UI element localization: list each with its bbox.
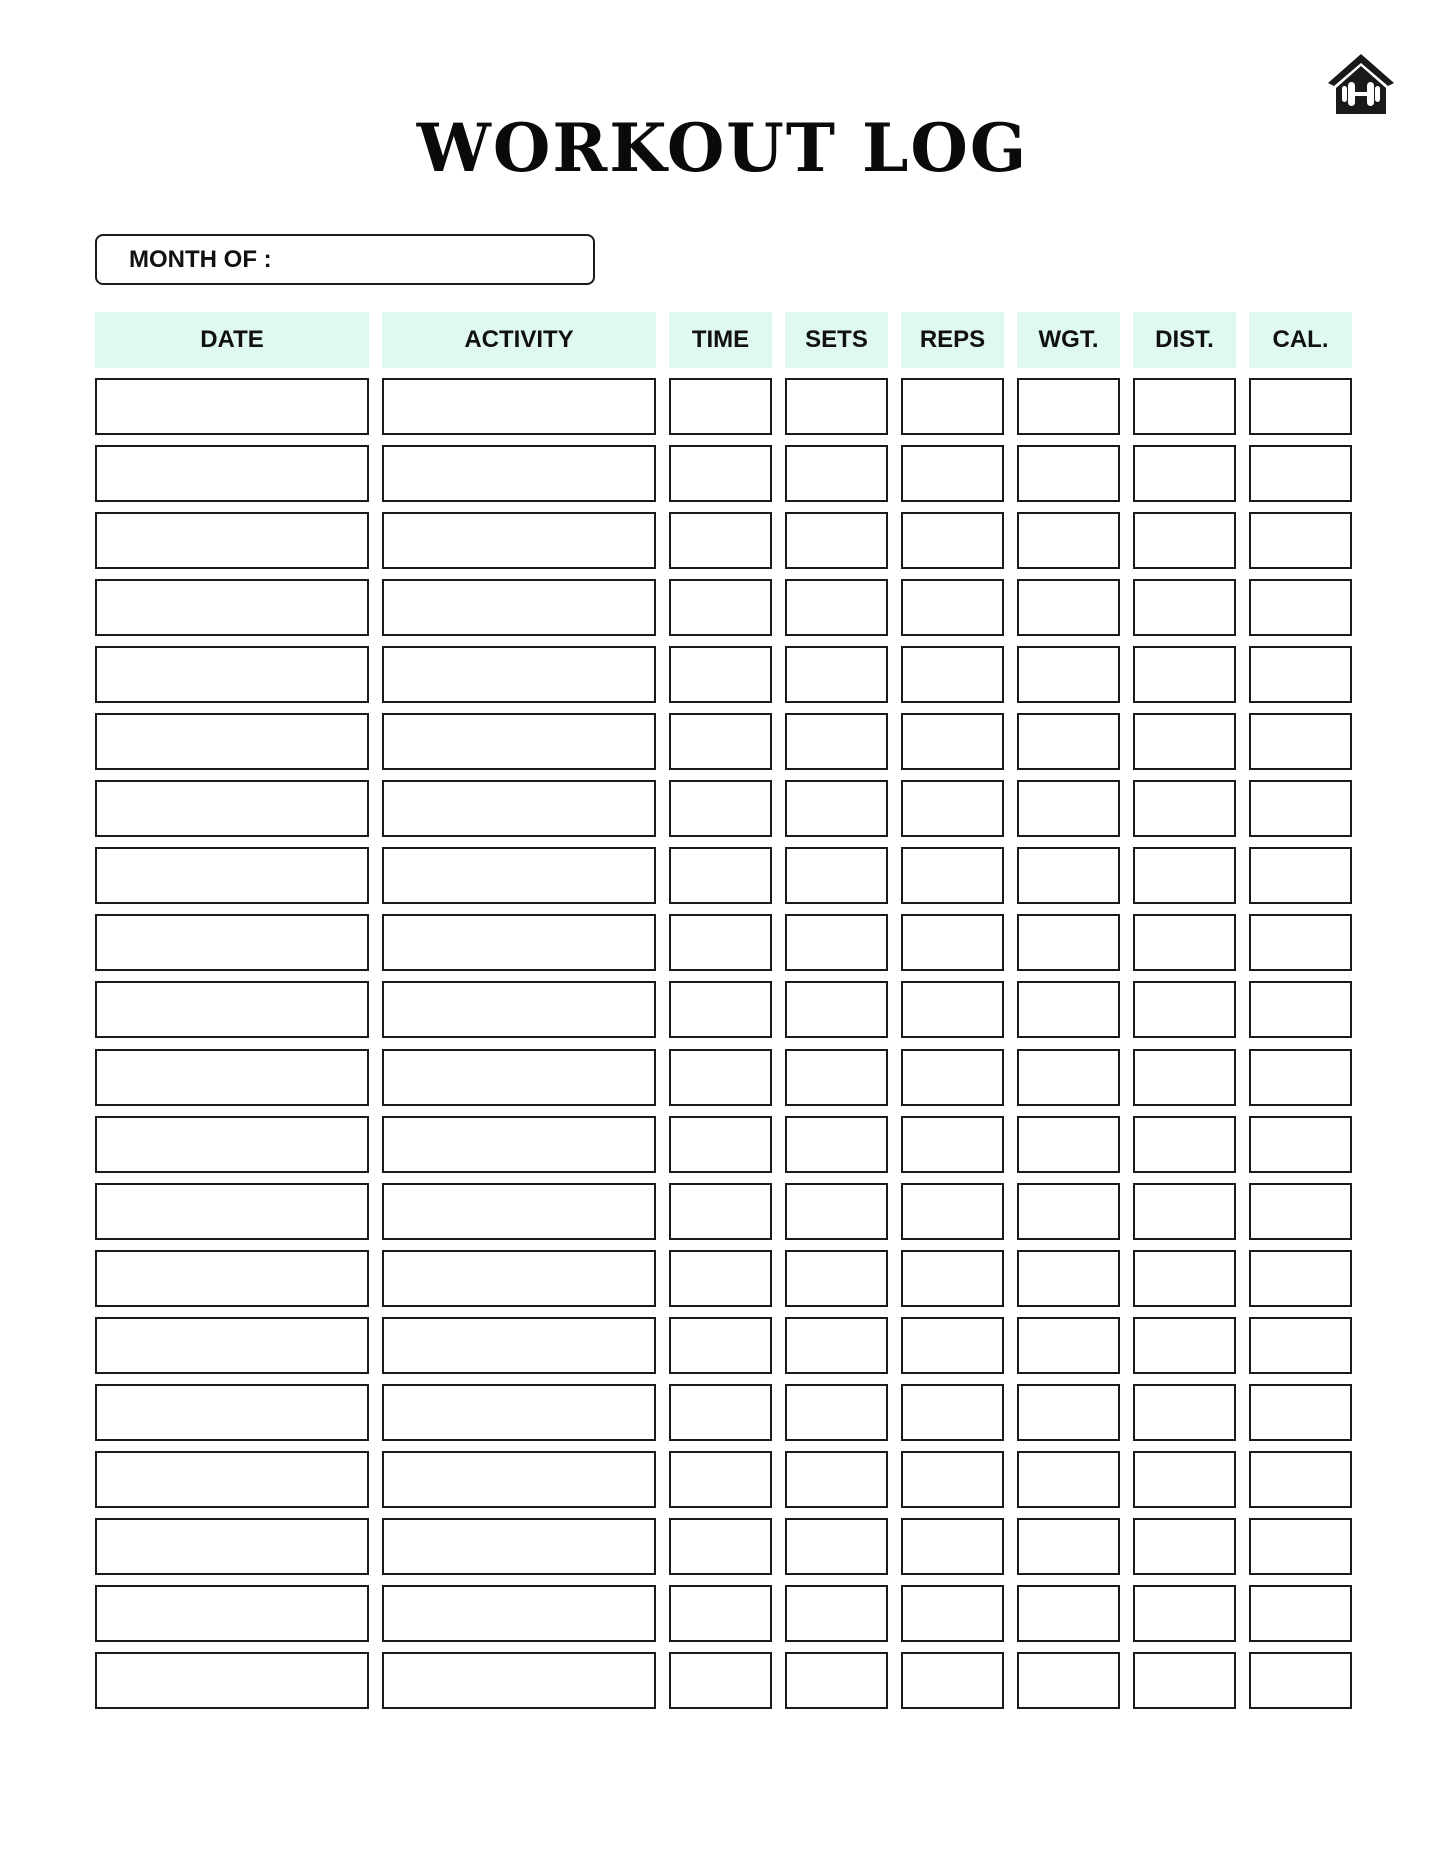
cell-sets[interactable] (785, 1116, 888, 1173)
cell-date[interactable] (95, 1116, 369, 1173)
cell-time[interactable] (669, 914, 772, 971)
cell-calories[interactable] (1249, 512, 1352, 569)
cell-sets[interactable] (785, 378, 888, 435)
cell-activity[interactable] (382, 1116, 656, 1173)
cell-reps[interactable] (901, 579, 1004, 636)
cell-distance[interactable] (1133, 1250, 1236, 1307)
cell-distance[interactable] (1133, 1451, 1236, 1508)
cell-time[interactable] (669, 1518, 772, 1575)
cell-sets[interactable] (785, 1585, 888, 1642)
page-title: WORKOUT LOG (416, 109, 1029, 187)
cell-weight[interactable] (1017, 1585, 1120, 1642)
column-header-time: TIME (669, 312, 772, 368)
cell-sets[interactable] (785, 579, 888, 636)
cell-calories[interactable] (1249, 1518, 1352, 1575)
cell-time[interactable] (669, 512, 772, 569)
cell-date[interactable] (95, 1250, 369, 1307)
cell-sets[interactable] (785, 646, 888, 703)
cell-reps[interactable] (901, 646, 1004, 703)
cell-distance[interactable] (1133, 1116, 1236, 1173)
cell-reps[interactable] (901, 1317, 1004, 1374)
cell-time[interactable] (669, 1250, 772, 1307)
cell-reps[interactable] (901, 1518, 1004, 1575)
cell-date[interactable] (95, 646, 369, 703)
cell-reps[interactable] (901, 1250, 1004, 1307)
cell-activity[interactable] (382, 378, 656, 435)
cell-activity[interactable] (382, 981, 656, 1038)
cell-reps[interactable] (901, 713, 1004, 770)
cell-distance[interactable] (1133, 713, 1236, 770)
cell-activity[interactable] (382, 1250, 656, 1307)
cell-activity[interactable] (382, 1451, 656, 1508)
cell-date[interactable] (95, 713, 369, 770)
cell-date[interactable] (95, 1183, 369, 1240)
column-header-calories: CAL. (1249, 312, 1352, 368)
cell-weight[interactable] (1017, 847, 1120, 904)
cell-time[interactable] (669, 847, 772, 904)
cell-activity[interactable] (382, 1049, 656, 1106)
cell-activity[interactable] (382, 445, 656, 502)
cell-date[interactable] (95, 847, 369, 904)
cell-distance[interactable] (1133, 445, 1236, 502)
cell-sets[interactable] (785, 1183, 888, 1240)
cell-activity[interactable] (382, 579, 656, 636)
cell-reps[interactable] (901, 378, 1004, 435)
cell-time[interactable] (669, 1384, 772, 1441)
month-of-field (95, 234, 595, 285)
cell-weight[interactable] (1017, 1116, 1120, 1173)
cell-calories[interactable] (1249, 1317, 1352, 1374)
cell-activity[interactable] (382, 1317, 656, 1374)
cell-weight[interactable] (1017, 981, 1120, 1038)
cell-distance[interactable] (1133, 1652, 1236, 1709)
cell-sets[interactable] (785, 1250, 888, 1307)
cell-calories[interactable] (1249, 713, 1352, 770)
cell-distance[interactable] (1133, 914, 1236, 971)
cell-weight[interactable] (1017, 1518, 1120, 1575)
cell-time[interactable] (669, 445, 772, 502)
cell-weight[interactable] (1017, 1652, 1120, 1709)
cell-calories[interactable] (1249, 1250, 1352, 1307)
cell-time[interactable] (669, 646, 772, 703)
cell-time[interactable] (669, 713, 772, 770)
cell-distance[interactable] (1133, 1049, 1236, 1106)
cell-activity[interactable] (382, 780, 656, 837)
cell-weight[interactable] (1017, 1384, 1120, 1441)
month-of-label: MONTH OF : (129, 246, 272, 273)
cell-sets[interactable] (785, 1652, 888, 1709)
cell-time[interactable] (669, 1183, 772, 1240)
column-header-activity: ACTIVITY (382, 312, 656, 368)
cell-date[interactable] (95, 914, 369, 971)
cell-time[interactable] (669, 1049, 772, 1106)
cell-reps[interactable] (901, 1451, 1004, 1508)
cell-time[interactable] (669, 579, 772, 636)
cell-distance[interactable] (1133, 1585, 1236, 1642)
cell-activity[interactable] (382, 847, 656, 904)
cell-date[interactable] (95, 1585, 369, 1642)
cell-sets[interactable] (785, 1451, 888, 1508)
cell-sets[interactable] (785, 847, 888, 904)
cell-distance[interactable] (1133, 780, 1236, 837)
cell-distance[interactable] (1133, 512, 1236, 569)
cell-date[interactable] (95, 512, 369, 569)
cell-reps[interactable] (901, 780, 1004, 837)
cell-date[interactable] (95, 981, 369, 1038)
cell-distance[interactable] (1133, 847, 1236, 904)
cell-activity[interactable] (382, 646, 656, 703)
cell-time[interactable] (669, 981, 772, 1038)
cell-date[interactable] (95, 1652, 369, 1709)
column-header-date: DATE (95, 312, 369, 368)
cell-sets[interactable] (785, 1384, 888, 1441)
cell-reps[interactable] (901, 847, 1004, 904)
cell-sets[interactable] (785, 1518, 888, 1575)
cell-reps[interactable] (901, 1183, 1004, 1240)
cell-reps[interactable] (901, 1585, 1004, 1642)
cell-distance[interactable] (1133, 1183, 1236, 1240)
cell-calories[interactable] (1249, 445, 1352, 502)
cell-reps[interactable] (901, 914, 1004, 971)
cell-activity[interactable] (382, 1652, 656, 1709)
cell-time[interactable] (669, 780, 772, 837)
cell-calories[interactable] (1249, 579, 1352, 636)
cell-reps[interactable] (901, 1116, 1004, 1173)
cell-calories[interactable] (1249, 1585, 1352, 1642)
cell-calories[interactable] (1249, 1451, 1352, 1508)
home-gym-dumbbell-icon (1326, 52, 1396, 116)
cell-activity[interactable] (382, 512, 656, 569)
cell-weight[interactable] (1017, 713, 1120, 770)
cell-calories[interactable] (1249, 914, 1352, 971)
cell-reps[interactable] (901, 512, 1004, 569)
cell-calories[interactable] (1249, 646, 1352, 703)
cell-calories[interactable] (1249, 1116, 1352, 1173)
cell-date[interactable] (95, 780, 369, 837)
column-header-sets: SETS (785, 312, 888, 368)
cell-weight[interactable] (1017, 579, 1120, 636)
cell-reps[interactable] (901, 445, 1004, 502)
cell-time[interactable] (669, 1116, 772, 1173)
cell-calories[interactable] (1249, 1384, 1352, 1441)
cell-calories[interactable] (1249, 847, 1352, 904)
cell-weight[interactable] (1017, 1451, 1120, 1508)
cell-sets[interactable] (785, 981, 888, 1038)
cell-sets[interactable] (785, 914, 888, 971)
cell-calories[interactable] (1249, 1049, 1352, 1106)
cell-weight[interactable] (1017, 378, 1120, 435)
cell-activity[interactable] (382, 1183, 656, 1240)
cell-date[interactable] (95, 579, 369, 636)
cell-activity[interactable] (382, 1384, 656, 1441)
cell-distance[interactable] (1133, 981, 1236, 1038)
cell-weight[interactable] (1017, 1183, 1120, 1240)
cell-date[interactable] (95, 1451, 369, 1508)
cell-date[interactable] (95, 1518, 369, 1575)
cell-distance[interactable] (1133, 579, 1236, 636)
cell-date[interactable] (95, 1317, 369, 1374)
cell-distance[interactable] (1133, 1518, 1236, 1575)
cell-sets[interactable] (785, 512, 888, 569)
cell-sets[interactable] (785, 1317, 888, 1374)
cell-date[interactable] (95, 1049, 369, 1106)
cell-distance[interactable] (1133, 1317, 1236, 1374)
column-header-reps: REPS (901, 312, 1004, 368)
cell-sets[interactable] (785, 780, 888, 837)
cell-weight[interactable] (1017, 512, 1120, 569)
cell-date[interactable] (95, 378, 369, 435)
cell-date[interactable] (95, 1384, 369, 1441)
cell-activity[interactable] (382, 1585, 656, 1642)
cell-time[interactable] (669, 1652, 772, 1709)
cell-date[interactable] (95, 445, 369, 502)
cell-reps[interactable] (901, 1652, 1004, 1709)
cell-sets[interactable] (785, 445, 888, 502)
cell-sets[interactable] (785, 1049, 888, 1106)
cell-calories[interactable] (1249, 780, 1352, 837)
cell-calories[interactable] (1249, 378, 1352, 435)
column-header-distance: DIST. (1133, 312, 1236, 368)
cell-distance[interactable] (1133, 378, 1236, 435)
cell-activity[interactable] (382, 713, 656, 770)
cell-time[interactable] (669, 1451, 772, 1508)
cell-calories[interactable] (1249, 1183, 1352, 1240)
cell-sets[interactable] (785, 713, 888, 770)
cell-time[interactable] (669, 1585, 772, 1642)
cell-calories[interactable] (1249, 1652, 1352, 1709)
cell-calories[interactable] (1249, 981, 1352, 1038)
cell-distance[interactable] (1133, 1384, 1236, 1441)
cell-time[interactable] (669, 1317, 772, 1374)
cell-weight[interactable] (1017, 445, 1120, 502)
cell-reps[interactable] (901, 1384, 1004, 1441)
cell-weight[interactable] (1017, 914, 1120, 971)
cell-distance[interactable] (1133, 646, 1236, 703)
cell-weight[interactable] (1017, 1250, 1120, 1307)
cell-weight[interactable] (1017, 1049, 1120, 1106)
cell-activity[interactable] (382, 914, 656, 971)
cell-weight[interactable] (1017, 780, 1120, 837)
cell-reps[interactable] (901, 1049, 1004, 1106)
cell-activity[interactable] (382, 1518, 656, 1575)
cell-reps[interactable] (901, 981, 1004, 1038)
cell-weight[interactable] (1017, 1317, 1120, 1374)
month-of-input[interactable] (267, 242, 581, 279)
column-header-weight: WGT. (1017, 312, 1120, 368)
cell-weight[interactable] (1017, 646, 1120, 703)
cell-time[interactable] (669, 378, 772, 435)
